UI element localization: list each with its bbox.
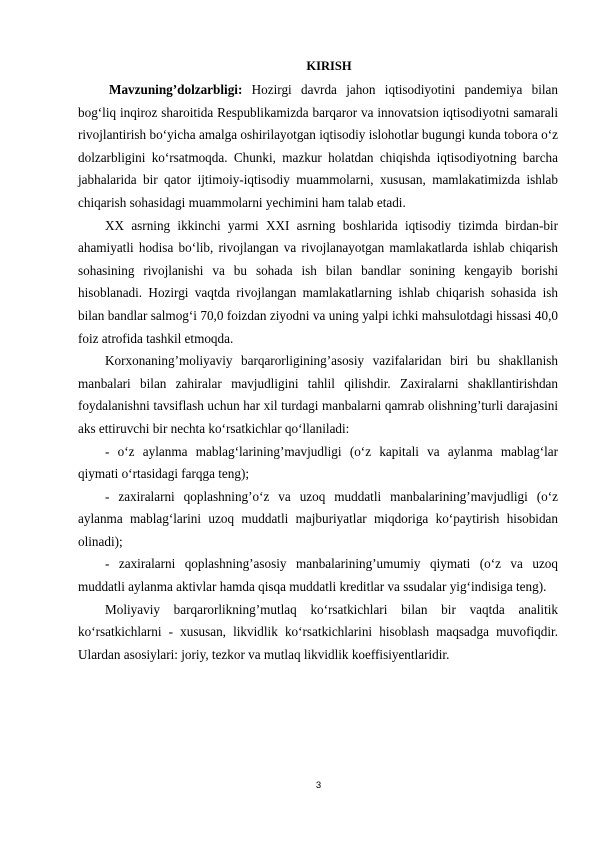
paragraph: XX asrning ikkinchi yarmi XXI asrning boshlarida iqtisodiy tizimda birdan-bir ahamiyatli hodisa bo‘lib, rivojlangan va rivojlanayotgan mamlakatlarda ishlab chiqarish sohasining rivojlanishi va bu sohada ish bilan bandlar sonining kengayib borishi hisoblanadi. Hozirgi vaqtda rivojlangan mamlakatlarning ishlab chiqarish sohasida ish bilan bandlar salmog‘i 70,0 foizdan ziyodni va uning yalpi ichki mahsulotdagi hissasi 40,0 foiz atrofida tashkil etmoqda. bbox=[78, 217, 558, 346]
paragraph: Korxonaning’moliyaviy barqarorligining’asosiy vazifalaridan biri bu shakllanish manbalari bilan zahiralar mavjudligini tahlil qilishdir. Zaxiralarni shakllantirishdan foydalanishni tavsiflash uchun har xil turdagi manbalarni qamrab olishning’turli darajasini aks ettiruvchi bir nechta ko‘rsatkichlar qo‘llaniladi: bbox=[78, 353, 558, 436]
paragraph-list-item: - zaxiralarni qoplashning’o‘z va uzoq muddatli manbalarining’mavjudligi (o‘z aylanma mablag‘larini uzoq muddatli majburiyatlar miqdoriga ko‘paytirish hisobidan olinadi); bbox=[78, 488, 558, 549]
paragraph-list-item: - zaxiralarni qoplashning’asosiy manbalarining’umumiy qiymati (o‘z va uzoq muddatli aylanma aktivlar hamda qisqa muddatli kreditlar va ssudalar yig‘indisiga teng). bbox=[78, 556, 558, 595]
paragraph-relevance bbox=[78, 79, 558, 215]
paragraph-text: Hozirgi davrda jahon iqtisodiyotini pandemiya bilan bog‘liq inqiroz sharoitida Respublikamizda barqaror va innovatsion iqtisodiyotni samarali rivojlantirish bo‘yicha amalga oshirilayotgan iqtisodiy islohotlar bugungi kunda tobora o‘z dolzarbligini ko‘rsatmoqda. Chunki, mazkur holatdan chiqishda iqtisodiyotning barcha jabhalarida bir qator ijtimoiy-iqtisodiy muammolarni, xususan, mamlakatimizda ishlab chiqarish sohasidagi muammolarni yechimini ham talab etadi. bbox=[78, 82, 558, 210]
paragraph: Moliyaviy barqarorlikning’mutlaq ko‘rsatkichlari bilan bir vaqtda analitik ko‘rsatkichlarni - xususan, likvidlik ko‘rsatkichlarini hisoblash maqsadga muvofiqdir. Ulardan asosiylari: joriy, tezkor va mutlaq likvidlik koeffisiyentlaridir. bbox=[78, 601, 558, 662]
paragraph-lead: Mavzuning’dolzarbligi: bbox=[109, 82, 243, 97]
paragraph-list-item: - o‘z aylanma mablag‘larining’mavjudligi (o‘z kapitali va aylanma mablag‘lar qiymati o‘rtasidagi farqga teng); bbox=[78, 443, 558, 482]
page-number: 3 bbox=[315, 780, 322, 791]
section-title: KIRISH bbox=[306, 59, 352, 73]
